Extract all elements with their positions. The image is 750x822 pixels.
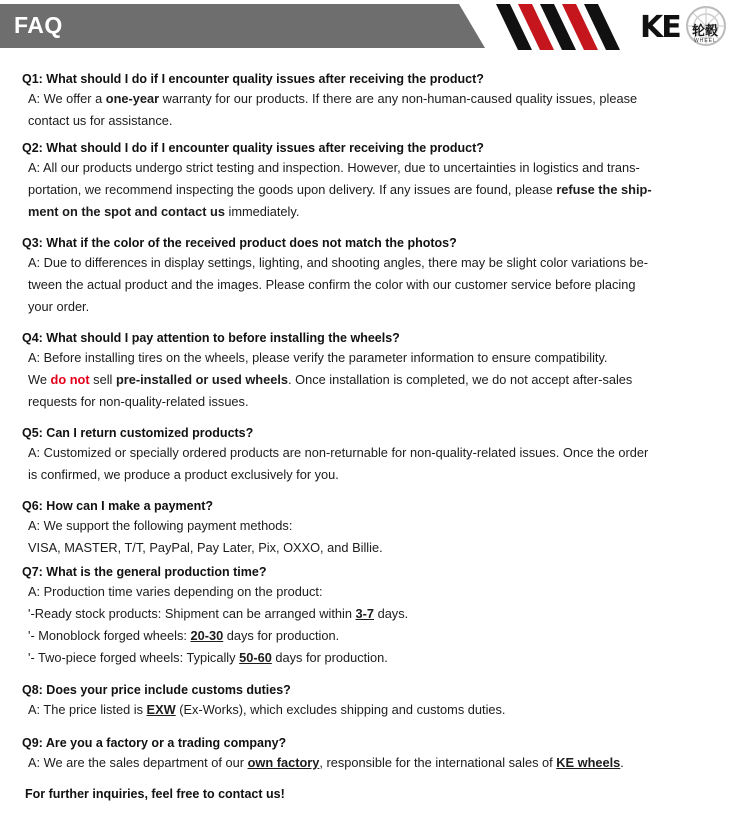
question: Q7: What is the general production time? [22, 565, 267, 579]
brand-logo [640, 12, 740, 52]
faq-item-2 [22, 139, 722, 223]
answer: A: Customized or specially ordered products are non-returnable for non-quality-related issues. Once the order is confirmed, we produce a product exclusively for you. [28, 445, 649, 482]
answer: A: The price listed is EXW (Ex-Works), which excludes shipping and customs duties. [28, 702, 506, 717]
answer: A: We offer a one-year warranty for our products. If there are any non-human-caused quality issues, please contact us for assistance. [28, 91, 638, 128]
title-banner [0, 4, 485, 48]
brand-cn: 轮毂 [692, 23, 719, 38]
answer: A: Production time varies depending on the product: '-Ready stock products: Shipment can be arranged within 3-7 days. '- Monoblock forged wheels: 20-30 days for production. '- Two-piece forged wheels: Typically 50-60 days for production. [28, 584, 409, 665]
faq-item-9 [22, 734, 722, 774]
page-title: FAQ [14, 12, 63, 38]
faq-item-1 [22, 70, 722, 132]
faq-item-8 [22, 681, 722, 721]
answer: A: All our products undergo strict testing and inspection. However, due to uncertainties in logistics and trans- portation, we recommend inspecting the goods upon delivery. If any issues are found, please refuse the ship- ment on the spot and contact us immediately. [28, 160, 652, 219]
question: Q6: How can I make a payment? [22, 499, 214, 513]
header [0, 0, 750, 58]
answer: A: We support the following payment methods: VISA, MASTER, T/T, PayPal, Pay Later, Pix, OXXO, and Billie. [28, 518, 383, 555]
faq-item-3 [22, 234, 722, 318]
brand-name: KE [640, 10, 680, 45]
question: Q8: Does your price include customs duties? [22, 683, 291, 697]
question: Q1: What should I do if I encounter quality issues after receiving the product? [22, 72, 484, 86]
question: Q3: What if the color of the received product does not match the photos? [22, 236, 457, 250]
closing-note: For further inquiries, feel free to contact us! [25, 787, 285, 801]
faq-item-6 [22, 497, 722, 559]
brand-sub: WHEEL [694, 38, 717, 44]
question: Q9: Are you a factory or a trading company? [22, 736, 287, 750]
faq-item-4 [22, 329, 722, 413]
stripes-decoration [492, 4, 632, 50]
question: Q2: What should I do if I encounter quality issues after receiving the product? [22, 141, 484, 155]
question: Q5: Can I return customized products? [22, 426, 254, 440]
answer: A: Due to differences in display settings, lighting, and shooting angles, there may be slight color variations be- tween the actual product and the images. Please confirm the color with our customer service before placing your order. [28, 255, 649, 314]
answer: A: Before installing tires on the wheels, please verify the parameter information to ensure compatibility. We do not sell pre-installed or used wheels. Once installation is completed, we do not accept after-sales requests for non-quality-related issues. [28, 350, 633, 409]
question: Q4: What should I pay attention to before installing the wheels? [22, 331, 400, 345]
answer: A: We are the sales department of our own factory, responsible for the international sales of KE wheels. [28, 755, 624, 770]
faq-item-5 [22, 424, 722, 486]
faq-item-7 [22, 563, 722, 669]
